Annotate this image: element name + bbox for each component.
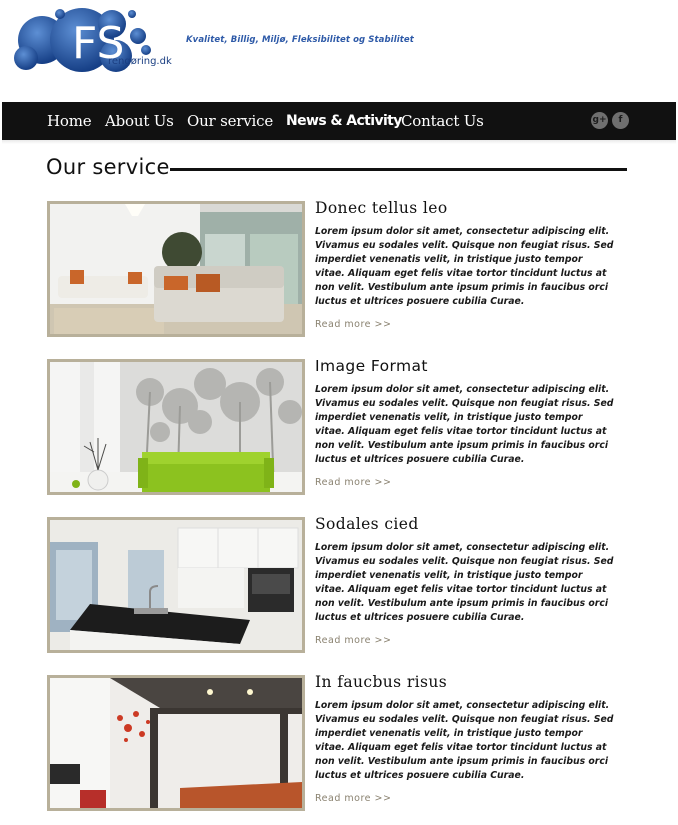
- service-image-kitchen: [47, 517, 305, 653]
- site-header: [0, 0, 678, 102]
- service-title: Image Format: [315, 357, 428, 375]
- read-more-link[interactable]: Read more >>: [315, 319, 392, 330]
- nav-shadow: [2, 140, 676, 144]
- facebook-icon[interactable]: f: [612, 112, 629, 129]
- service-title: In faucbus risus: [315, 673, 448, 691]
- logo-domain: rengøring.dk: [108, 56, 172, 67]
- nav-about-us[interactable]: About Us: [105, 112, 174, 130]
- logo-letters: FS: [72, 18, 125, 69]
- service-title: Sodales cied: [315, 515, 419, 533]
- nav-news-activity[interactable]: News & Activity: [286, 113, 402, 129]
- service-item: [0, 517, 678, 667]
- title-divider: [170, 168, 627, 171]
- service-item: [0, 201, 678, 351]
- logo-bubbles: [12, 6, 182, 78]
- google-plus-icon[interactable]: g+: [591, 112, 608, 129]
- service-description: Lorem ipsum dolor sit amet, consectetur adipiscing elit. Vivamus eu sodales velit. Quisque non feugiat risus. Sed imperdiet venenatis velit, in tristique justo tempor vitae. Aliquam eget felis vitae tortor tincidunt luctus at non velit. Vestibulum ante ipsum primis in faucibus orci luctus et ultrices posuere cubilia Curae.: [315, 700, 614, 781]
- site-tagline: Kvalitet, Billig, Miljø, Fleksibilitet og Stabilitet: [186, 35, 414, 45]
- service-item: [0, 675, 678, 825]
- service-image-living-room: [47, 201, 305, 337]
- service-item: [0, 359, 678, 509]
- page-title: Our service: [46, 155, 170, 179]
- service-image-green-sofa: [47, 359, 305, 495]
- read-more-link[interactable]: Read more >>: [315, 477, 392, 488]
- main-navbar: [2, 102, 676, 140]
- read-more-link[interactable]: Read more >>: [315, 635, 392, 646]
- nav-our-service[interactable]: Our service: [187, 112, 273, 130]
- nav-contact-us[interactable]: Contact Us: [401, 112, 484, 130]
- service-description: Lorem ipsum dolor sit amet, consectetur adipiscing elit. Vivamus eu sodales velit. Quisque non feugiat risus. Sed imperdiet venenatis velit, in tristique justo tempor vitae. Aliquam eget felis vitae tortor tincidunt luctus at non velit. Vestibulum ante ipsum primis in faucibus orci luctus et ultrices posuere cubilia Curae.: [315, 384, 614, 465]
- service-description: Lorem ipsum dolor sit amet, consectetur adipiscing elit. Vivamus eu sodales velit. Quisque non feugiat risus. Sed imperdiet venenatis velit, in tristique justo tempor vitae. Aliquam eget felis vitae tortor tincidunt luctus at non velit. Vestibulum ante ipsum primis in faucibus orci luctus et ultrices posuere cubilia Curae.: [315, 226, 614, 307]
- site-logo[interactable]: [12, 6, 182, 78]
- service-description: Lorem ipsum dolor sit amet, consectetur adipiscing elit. Vivamus eu sodales velit. Quisque non feugiat risus. Sed imperdiet venenatis velit, in tristique justo tempor vitae. Aliquam eget felis vitae tortor tincidunt luctus at non velit. Vestibulum ante ipsum primis in faucibus orci luctus et ultrices posuere cubilia Curae.: [315, 542, 614, 623]
- nav-home[interactable]: Home: [47, 112, 92, 130]
- service-title: Donec tellus leo: [315, 199, 448, 217]
- service-image-dining-room: [47, 675, 305, 811]
- read-more-link[interactable]: Read more >>: [315, 793, 392, 804]
